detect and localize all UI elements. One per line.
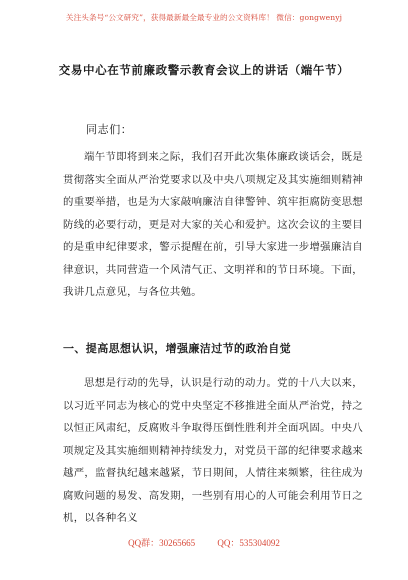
qq-group: QQ群：30265665 <box>128 538 196 548</box>
intro-paragraph: 端午节即将到来之际，我们召开此次集体廉政谈话会，既是贯彻落实全面从严治党要求以及中央八项规定及其实施细则精神的重要举措，也是为大家敲响廉洁自律警钟、筑牢拒腐防变思想防线的必要行动，更是对大家的关心和爱护。这次会议的主要目的是重申纪律要求，警示提醒在前，引导大家进一步增强廉洁自律意识，共同营造一个风清气正、文明祥和的节日环境。下面，我讲几点意见，与各位共勉。 <box>63 151 363 298</box>
section-paragraph: 思想是行动的先导，认识是行动的动力。党的十八大以来，以习近平同志为核心的党中央坚定不移推进全面从严治党，持之以恒正风肃纪，反腐败斗争取得压倒性胜利并全面巩固。中央八项规定及其实施细则精神持续发力，对党员干部的纪律要求越来越严，监督执纪越来越紧，节日期间，人情往来频繁，往往成为腐败问题的易发、高发期，一些别有用心的人可能会利用节日之机，以各种名义 <box>63 377 363 524</box>
top-banner: 关注头条号“公文研究”，获得最新最全最专业的公文资料库！ 微信：gongwenyj <box>65 13 343 22</box>
document-title: 交易中心在节前廉政警示教育会议上的讲话（端午节） <box>58 63 350 77</box>
footer-contact <box>0 536 408 549</box>
qq-number: QQ：535304092 <box>217 538 280 548</box>
section-heading: 一、提高思想认识，增强廉洁过节的政治自觉 <box>63 342 291 355</box>
salutation: 同志们： <box>86 123 133 136</box>
